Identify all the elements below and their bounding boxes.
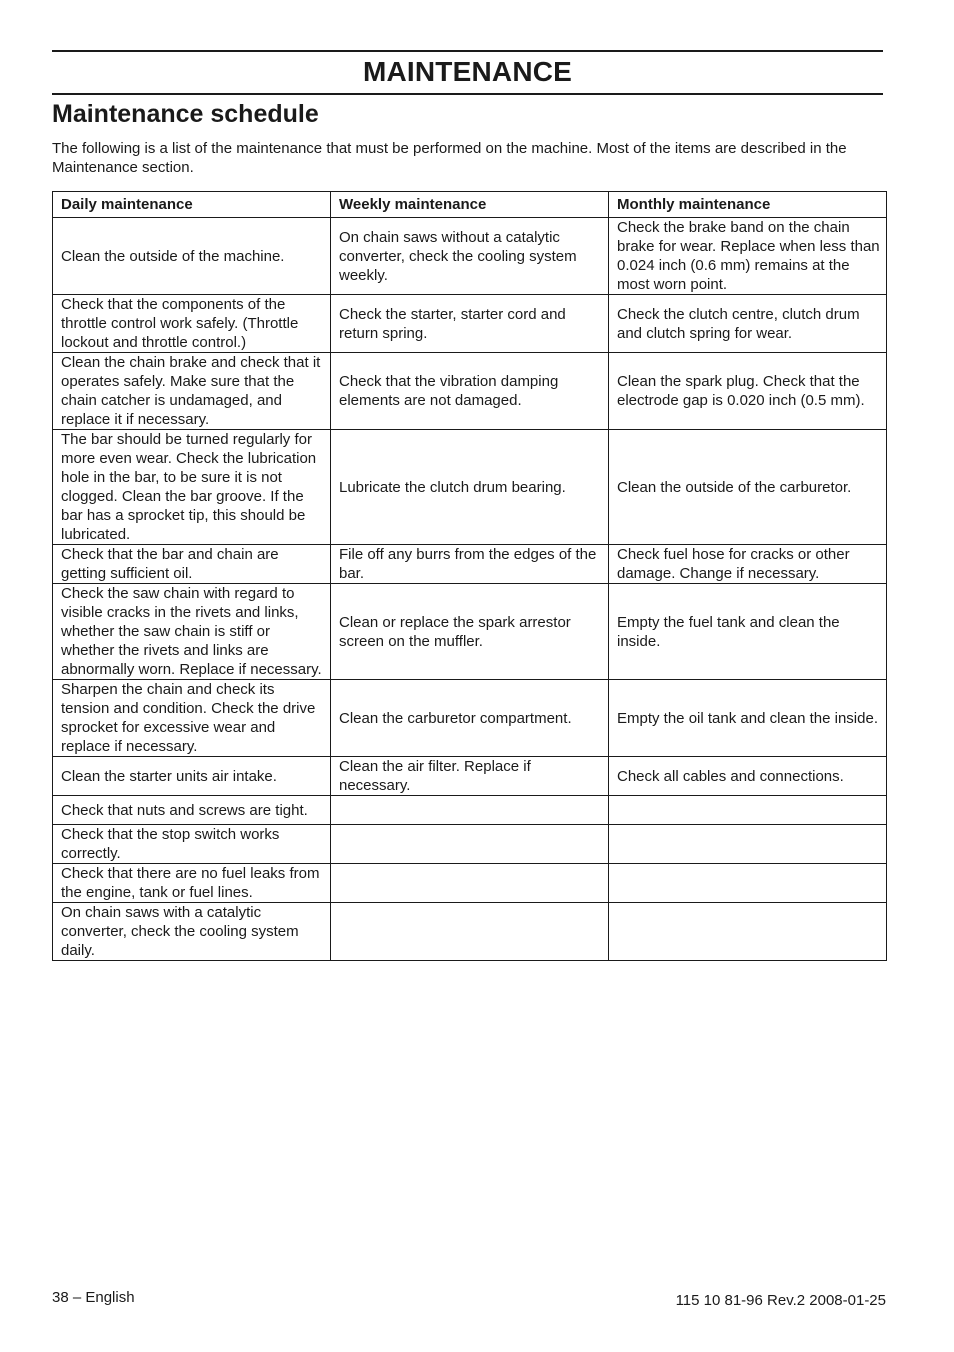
daily-task-cell: Check that the bar and chain are getting sufficient oil. <box>53 545 331 584</box>
header-bottom-rule <box>52 93 883 95</box>
table-row <box>53 680 887 757</box>
table-row <box>53 218 887 295</box>
daily-task-cell: Clean the outside of the machine. <box>53 218 331 295</box>
monthly-task-cell: Check all cables and connections. <box>609 757 887 796</box>
monthly-task-cell: Check fuel hose for cracks or other damage. Change if necessary. <box>609 545 887 584</box>
table-row <box>53 353 887 430</box>
weekly-task-cell: On chain saws without a catalytic converter, check the cooling system weekly. <box>331 218 609 295</box>
monthly-task-cell <box>609 903 887 961</box>
weekly-task-cell <box>331 864 609 903</box>
table-row <box>53 430 887 545</box>
column-header-monthly: Monthly maintenance <box>609 192 887 218</box>
weekly-task-cell: Clean or replace the spark arrestor screen on the muffler. <box>331 584 609 680</box>
monthly-task-cell: Check the brake band on the chain brake for wear. Replace when less than 0.024 inch (0.6 mm) remains at the most worn point. <box>609 218 887 295</box>
weekly-task-cell: Clean the air filter. Replace if necessary. <box>331 757 609 796</box>
page-number: 38 – English <box>52 1289 135 1306</box>
daily-task-cell: On chain saws with a catalytic converter, check the cooling system daily. <box>53 903 331 961</box>
table-row <box>53 545 887 584</box>
daily-task-cell: Clean the starter units air intake. <box>53 757 331 796</box>
monthly-task-cell: Empty the fuel tank and clean the inside. <box>609 584 887 680</box>
monthly-task-cell: Empty the oil tank and clean the inside. <box>609 680 887 757</box>
weekly-task-cell: Clean the carburetor compartment. <box>331 680 609 757</box>
header-top-rule <box>52 50 883 52</box>
table-row <box>53 584 887 680</box>
table-row <box>53 295 887 353</box>
table-header-row <box>53 192 887 218</box>
daily-task-cell: Check the saw chain with regard to visible cracks in the rivets and links, whether the saw chain is stiff or whether the rivets and links are abnormally worn. Replace if necessary. <box>53 584 331 680</box>
table-body <box>53 218 887 961</box>
monthly-task-cell: Clean the spark plug. Check that the electrode gap is 0.020 inch (0.5 mm). <box>609 353 887 430</box>
daily-task-cell: Check that the components of the throttle control work safely. (Throttle lockout and throttle control.) <box>53 295 331 353</box>
daily-task-cell: Check that the stop switch works correctly. <box>53 825 331 864</box>
table-header <box>53 192 887 218</box>
monthly-task-cell: Check the clutch centre, clutch drum and clutch spring for wear. <box>609 295 887 353</box>
column-header-weekly: Weekly maintenance <box>331 192 609 218</box>
daily-task-cell: Clean the chain brake and check that it operates safely. Make sure that the chain catcher is undamaged, and replace it if necessary. <box>53 353 331 430</box>
table-row <box>53 903 887 961</box>
section-title: MAINTENANCE <box>362 56 573 87</box>
column-header-daily: Daily maintenance <box>53 192 331 218</box>
page-heading: Maintenance schedule <box>52 100 319 128</box>
weekly-task-cell: Check the starter, starter cord and return spring. <box>331 295 609 353</box>
weekly-task-cell: Lubricate the clutch drum bearing. <box>331 430 609 545</box>
weekly-task-cell: Check that the vibration damping elements are not damaged. <box>331 353 609 430</box>
document-reference: 115 10 81-96 Rev.2 2008-01-25 <box>675 1292 886 1309</box>
monthly-task-cell <box>609 825 887 864</box>
monthly-task-cell <box>609 796 887 825</box>
intro-paragraph: The following is a list of the maintenance that must be performed on the machine. Most of the items are described in the Maintenance section. <box>52 140 847 176</box>
weekly-task-cell <box>331 796 609 825</box>
monthly-task-cell <box>609 864 887 903</box>
weekly-task-cell <box>331 825 609 864</box>
maintenance-schedule-table <box>52 191 887 961</box>
daily-task-cell: Check that there are no fuel leaks from the engine, tank or fuel lines. <box>53 864 331 903</box>
table-row <box>53 757 887 796</box>
table-row <box>53 796 887 825</box>
daily-task-cell: The bar should be turned regularly for more even wear. Check the lubrication hole in the bar, to be sure it is not clogged. Clean the bar groove. If the bar has a sprocket tip, this should be lubricated. <box>53 430 331 545</box>
daily-task-cell: Sharpen the chain and check its tension and condition. Check the drive sprocket for excessive wear and replace if necessary. <box>53 680 331 757</box>
table-row <box>53 864 887 903</box>
monthly-task-cell: Clean the outside of the carburetor. <box>609 430 887 545</box>
table-row <box>53 825 887 864</box>
weekly-task-cell <box>331 903 609 961</box>
weekly-task-cell: File off any burrs from the edges of the bar. <box>331 545 609 584</box>
daily-task-cell: Check that nuts and screws are tight. <box>53 796 331 825</box>
